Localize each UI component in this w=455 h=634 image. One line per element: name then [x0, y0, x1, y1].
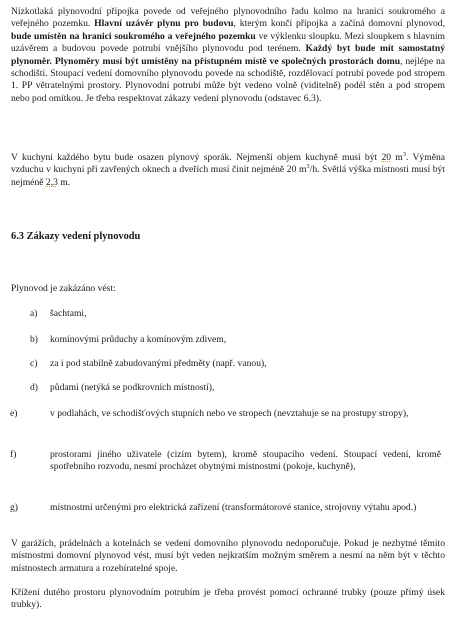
paragraph-kitchen-requirements — [11, 152, 445, 189]
list-item-text: komínovými průduchy a komínovým zdivem, — [50, 334, 227, 345]
list-item-label: f) — [10, 449, 17, 460]
paragraph-gas-connection — [11, 6, 445, 105]
section-heading: 6.3 Zákazy vedení plynovodu — [11, 231, 141, 242]
text-run: . Výměna vzduchu v kuchyni při zavřených oknech a dveřích musí činit nejméně 20 m — [11, 152, 446, 176]
text-run: m. — [57, 176, 71, 188]
paragraph-garages: V garážích, prádelnách a kotelnách se vedení domovního plynovodu nedoporučuje. Pokud je nezbytné těmito místnostmi domovní plynovod vést, musí být veden nejkratším možným směrem a nesmí na něm být v těchto místnostech armatura a rozebíratelné spoje. — [11, 538, 445, 574]
list-item-label: a) — [30, 308, 38, 319]
list-item-label: b) — [30, 334, 38, 345]
list-intro: Plynovod je zakázáno vést: — [11, 283, 116, 294]
list-item-label: e) — [10, 408, 18, 419]
text-run: 2,3 — [45, 176, 58, 188]
list-item-text: prostorami jiného uživatele (cizím bytem), kromě stoupacího vedení. Stoupací vedení, kromě spotřebního rozvodu, nesmí procházet obytnými místnostmi (pokoje, kuchyně), — [50, 449, 441, 473]
list-item-label: c) — [30, 358, 38, 369]
list-item-text: šachtami, — [50, 308, 87, 319]
list-item-text: za i pod stabilně zabudovanými předměty (např. vanou), — [50, 358, 267, 369]
text-run: /h. Světlá výška místnosti musí být nejméně — [11, 164, 445, 188]
paragraph-crossing: Křížení dutého prostoru plynovodním potrubím je třeba provést pomocí ochranné trubky (pouze přímý úsek trubky). — [11, 587, 445, 611]
text-run: m — [391, 152, 403, 163]
list-item — [30, 358, 441, 370]
list-item-label: g) — [10, 502, 18, 513]
list-item-text: v podlahách, ve schodišťových stupních nebo ve stropech (nevztahuje se na prostupy stropy), — [50, 408, 409, 419]
text-run: 20 — [381, 152, 392, 163]
list-item-label: d) — [30, 382, 38, 393]
text-run: bude umístěn na hranici soukromého a veřejného pozemku — [11, 30, 256, 42]
text-run: 3 — [306, 163, 310, 171]
text-run: 3 — [402, 150, 407, 158]
text-run: Hlavní uzávěr plynu pro budovu — [94, 18, 234, 30]
list-item — [10, 408, 441, 420]
list-item — [30, 334, 441, 346]
list-item — [30, 382, 441, 394]
list-item-text: půdami (netýká se podkrovních místností), — [50, 382, 215, 393]
text-run: Každý byt bude mít samostatný plynoměr. Plynoměry musí být umístěny na přístupném místě ve společných prostorách domu — [11, 43, 445, 67]
text-run: ve výklenku sloupku. Mezi sloupkem s hlavním uzávěrem a budovou povede potrubí vnějšího plynovodu pod terénem. — [11, 30, 445, 55]
list-item-text: místnostmi určenými pro elektrická zařízení (transformátorové stanice, strojovny výtahu apod.) — [50, 502, 417, 513]
text-run: , kterým končí přípojka a začíná domovní plynovod, — [233, 18, 445, 30]
list-item — [30, 308, 441, 320]
text-run: Nízkotlaká plynovodní přípojka povede od veřejného plynovodního řadu kolmo na hranici soukromého a veřejného pozemku. — [11, 6, 445, 30]
text-run: , nejlépe na schodišti. Stoupací vedení domovního plynovodu povede na schodiště, rozdělovací potrubí povede pod stropem 1. PP větratelnými prostory. Plynovodní potrubí může být vedeno volně (viditelně) podél stěn a pod stropem nebo pod omítkou. Je třeba respektovat zákazy vedení plynovodu (odstavec 6.3). — [11, 55, 446, 104]
text-run: V kuchyni každého bytu bude osazen plynový sporák. Nejmenší objem kuchyně musí být — [11, 152, 382, 163]
list-item — [10, 449, 441, 474]
list-item — [10, 502, 441, 514]
